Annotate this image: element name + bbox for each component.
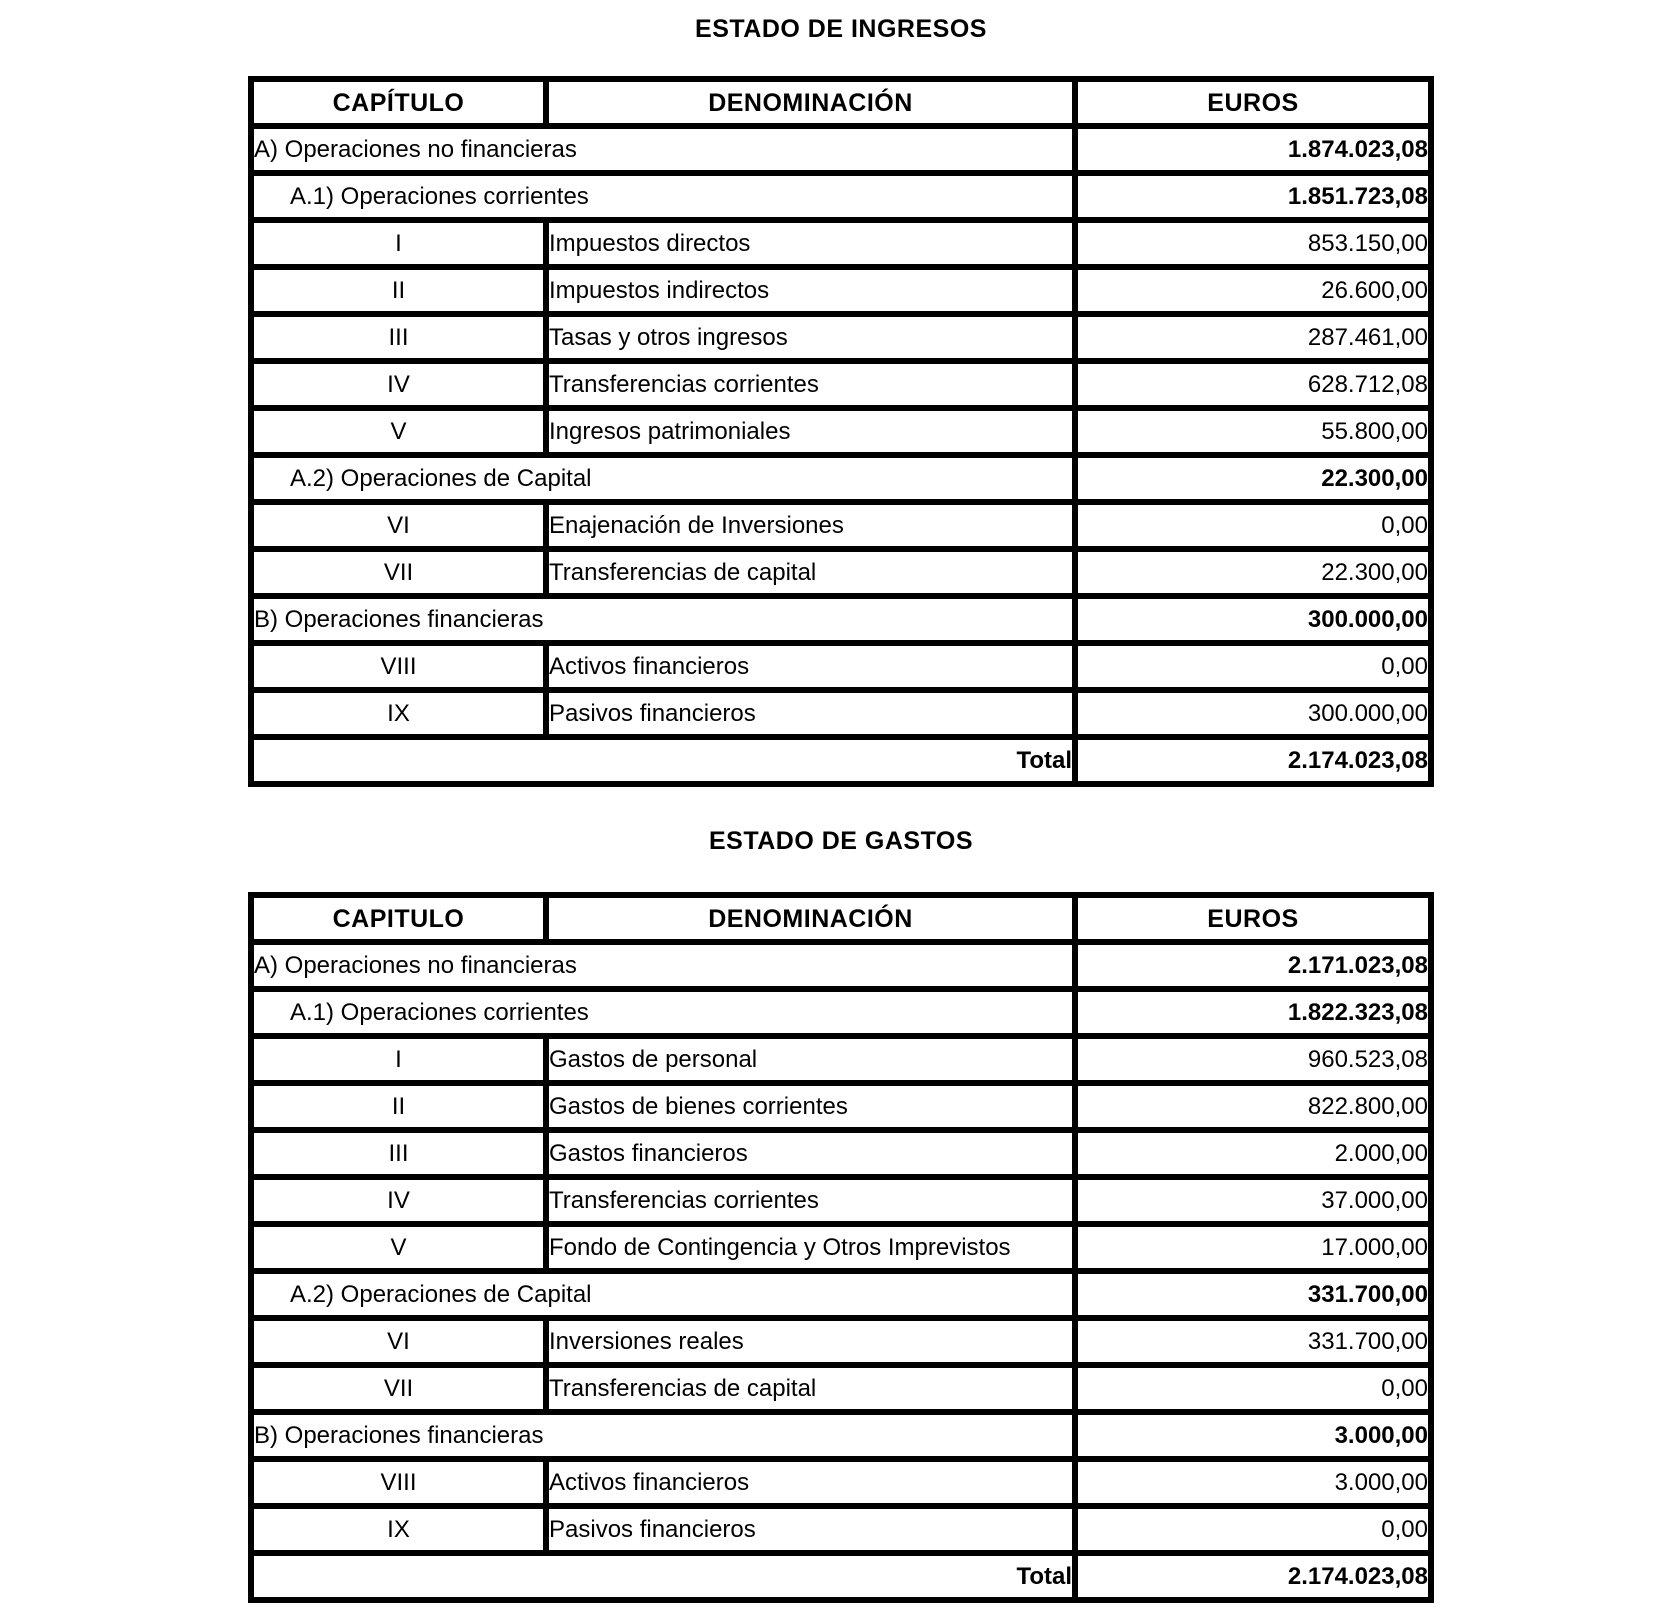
amount-cell: 628.712,08 bbox=[1075, 361, 1431, 408]
chapter-row bbox=[251, 361, 1431, 408]
denomination-cell: Gastos de personal bbox=[546, 1036, 1075, 1083]
chapter-row bbox=[251, 1130, 1431, 1177]
subgroup-row bbox=[251, 989, 1431, 1036]
chapter-number-cell: VIII bbox=[251, 643, 546, 690]
chapter-number-cell: VI bbox=[251, 502, 546, 549]
denomination-cell: Transferencias corrientes bbox=[546, 1177, 1075, 1224]
group-label-cell: A) Operaciones no financieras bbox=[251, 126, 1075, 173]
denomination-cell: Impuestos indirectos bbox=[546, 267, 1075, 314]
income-table-title: ESTADO DE INGRESOS bbox=[695, 15, 987, 43]
chapter-row bbox=[251, 1036, 1431, 1083]
amount-cell: 0,00 bbox=[1075, 643, 1431, 690]
denomination-cell: Pasivos financieros bbox=[546, 690, 1075, 737]
chapter-row bbox=[251, 1224, 1431, 1271]
income-table bbox=[248, 76, 1434, 787]
denomination-cell: Enajenación de Inversiones bbox=[546, 502, 1075, 549]
chapter-row bbox=[251, 643, 1431, 690]
denomination-cell: Activos financieros bbox=[546, 643, 1075, 690]
denomination-cell: Impuestos directos bbox=[546, 220, 1075, 267]
amount-cell: 26.600,00 bbox=[1075, 267, 1431, 314]
expense-section bbox=[0, 787, 1680, 1603]
chapter-row bbox=[251, 549, 1431, 596]
subgroup-label-cell: A.1) Operaciones corrientes bbox=[251, 989, 1075, 1036]
amount-cell: 0,00 bbox=[1075, 1506, 1431, 1553]
denomination-cell: Transferencias de capital bbox=[546, 1365, 1075, 1412]
column-header: CAPÍTULO bbox=[251, 79, 546, 126]
chapter-row bbox=[251, 1506, 1431, 1553]
chapter-number-cell: V bbox=[251, 408, 546, 455]
subgroup-amount-cell: 22.300,00 bbox=[1075, 455, 1431, 502]
amount-cell: 960.523,08 bbox=[1075, 1036, 1431, 1083]
denomination-cell: Ingresos patrimoniales bbox=[546, 408, 1075, 455]
amount-cell: 287.461,00 bbox=[1075, 314, 1431, 361]
denomination-cell: Gastos de bienes corrientes bbox=[546, 1083, 1075, 1130]
denomination-cell: Transferencias corrientes bbox=[546, 361, 1075, 408]
amount-cell: 22.300,00 bbox=[1075, 549, 1431, 596]
column-header: CAPITULO bbox=[251, 895, 546, 942]
amount-cell: 17.000,00 bbox=[1075, 1224, 1431, 1271]
chapter-row bbox=[251, 690, 1431, 737]
column-header: EUROS bbox=[1075, 895, 1431, 942]
denomination-cell: Pasivos financieros bbox=[546, 1506, 1075, 1553]
subgroup-amount-cell: 1.822.323,08 bbox=[1075, 989, 1431, 1036]
expense-table bbox=[248, 892, 1434, 1603]
amount-cell: 331.700,00 bbox=[1075, 1318, 1431, 1365]
column-header: DENOMINACIÓN bbox=[546, 895, 1075, 942]
total-row bbox=[251, 1553, 1431, 1600]
chapter-row bbox=[251, 314, 1431, 361]
subgroup-amount-cell: 1.851.723,08 bbox=[1075, 173, 1431, 220]
group-row bbox=[251, 1412, 1431, 1459]
chapter-number-cell: I bbox=[251, 220, 546, 267]
chapter-number-cell: IV bbox=[251, 1177, 546, 1224]
expense-table-title: ESTADO DE GASTOS bbox=[708, 827, 974, 855]
chapter-number-cell: VIII bbox=[251, 1459, 546, 1506]
total-amount-cell: 2.174.023,08 bbox=[1075, 1553, 1431, 1600]
expense-header-row bbox=[251, 895, 1431, 942]
subgroup-label-cell: A.2) Operaciones de Capital bbox=[251, 455, 1075, 502]
amount-cell: 2.000,00 bbox=[1075, 1130, 1431, 1177]
chapter-number-cell: III bbox=[251, 314, 546, 361]
total-label-cell: Total bbox=[251, 737, 1075, 784]
subgroup-amount-cell: 331.700,00 bbox=[1075, 1271, 1431, 1318]
amount-cell: 55.800,00 bbox=[1075, 408, 1431, 455]
subgroup-row bbox=[251, 455, 1431, 502]
denomination-cell: Fondo de Contingencia y Otros Imprevistos bbox=[546, 1224, 1075, 1271]
group-amount-cell: 300.000,00 bbox=[1075, 596, 1431, 643]
column-header: DENOMINACIÓN bbox=[546, 79, 1075, 126]
group-amount-cell: 2.171.023,08 bbox=[1075, 942, 1431, 989]
total-amount-cell: 2.174.023,08 bbox=[1075, 737, 1431, 784]
chapter-row bbox=[251, 267, 1431, 314]
denomination-cell: Activos financieros bbox=[546, 1459, 1075, 1506]
chapter-number-cell: II bbox=[251, 267, 546, 314]
amount-cell: 0,00 bbox=[1075, 502, 1431, 549]
total-label-cell: Total bbox=[251, 1553, 1075, 1600]
amount-cell: 822.800,00 bbox=[1075, 1083, 1431, 1130]
group-label-cell: B) Operaciones financieras bbox=[251, 596, 1075, 643]
chapter-row bbox=[251, 408, 1431, 455]
amount-cell: 3.000,00 bbox=[1075, 1459, 1431, 1506]
group-label-cell: B) Operaciones financieras bbox=[251, 1412, 1075, 1459]
chapter-row bbox=[251, 1365, 1431, 1412]
chapter-number-cell: VI bbox=[251, 1318, 546, 1365]
chapter-row bbox=[251, 220, 1431, 267]
amount-cell: 300.000,00 bbox=[1075, 690, 1431, 737]
chapter-number-cell: IV bbox=[251, 361, 546, 408]
chapter-number-cell: VII bbox=[251, 1365, 546, 1412]
chapter-row bbox=[251, 502, 1431, 549]
subgroup-row bbox=[251, 1271, 1431, 1318]
subgroup-label-cell: A.1) Operaciones corrientes bbox=[251, 173, 1075, 220]
column-header: EUROS bbox=[1075, 79, 1431, 126]
income-header-row bbox=[251, 79, 1431, 126]
chapter-row bbox=[251, 1318, 1431, 1365]
chapter-row bbox=[251, 1459, 1431, 1506]
group-amount-cell: 3.000,00 bbox=[1075, 1412, 1431, 1459]
chapter-number-cell: II bbox=[251, 1083, 546, 1130]
group-amount-cell: 1.874.023,08 bbox=[1075, 126, 1431, 173]
group-row bbox=[251, 942, 1431, 989]
group-label-cell: A) Operaciones no financieras bbox=[251, 942, 1075, 989]
denomination-cell: Tasas y otros ingresos bbox=[546, 314, 1075, 361]
income-section bbox=[0, 0, 1680, 787]
subgroup-label-cell: A.2) Operaciones de Capital bbox=[251, 1271, 1075, 1318]
denomination-cell: Transferencias de capital bbox=[546, 549, 1075, 596]
chapter-row bbox=[251, 1177, 1431, 1224]
amount-cell: 853.150,00 bbox=[1075, 220, 1431, 267]
chapter-number-cell: IX bbox=[251, 690, 546, 737]
subgroup-row bbox=[251, 173, 1431, 220]
chapter-number-cell: IX bbox=[251, 1506, 546, 1553]
denomination-cell: Gastos financieros bbox=[546, 1130, 1075, 1177]
chapter-number-cell: III bbox=[251, 1130, 546, 1177]
group-row bbox=[251, 596, 1431, 643]
chapter-row bbox=[251, 1083, 1431, 1130]
total-row bbox=[251, 737, 1431, 784]
amount-cell: 37.000,00 bbox=[1075, 1177, 1431, 1224]
group-row bbox=[251, 126, 1431, 173]
chapter-number-cell: V bbox=[251, 1224, 546, 1271]
denomination-cell: Inversiones reales bbox=[546, 1318, 1075, 1365]
chapter-number-cell: VII bbox=[251, 549, 546, 596]
chapter-number-cell: I bbox=[251, 1036, 546, 1083]
amount-cell: 0,00 bbox=[1075, 1365, 1431, 1412]
